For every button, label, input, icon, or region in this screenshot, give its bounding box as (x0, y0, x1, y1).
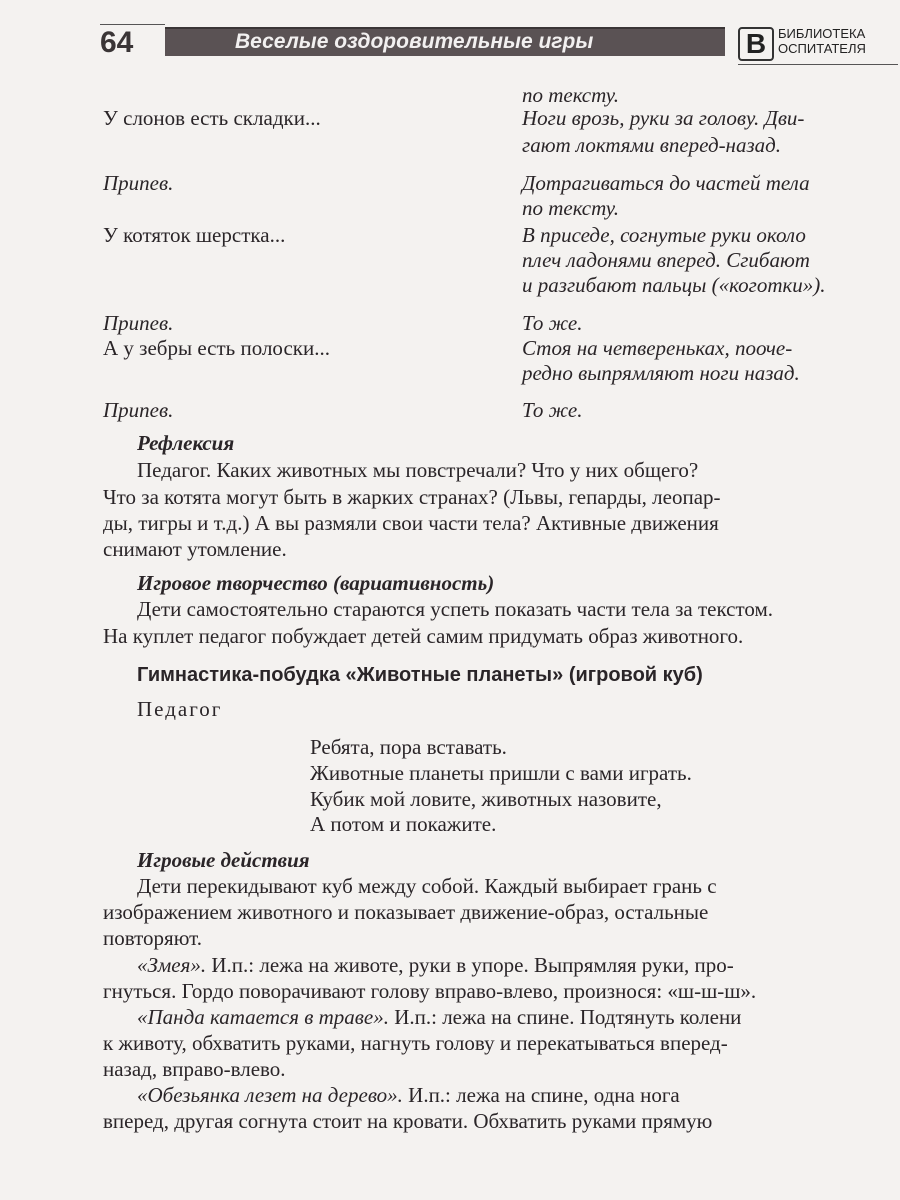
paragraph-line: Дети самостоятельно стараются успеть показать части тела за текстом. (137, 597, 773, 621)
exercise-snake (137, 952, 734, 978)
section-heading-creativity: Игровое творчество (вариативность) (137, 571, 495, 595)
song-refrain: Припев. (103, 171, 174, 195)
exercise-text: И.п.: лежа на спине. Подтянуть колени (388, 1005, 742, 1029)
exercise-name: «Панда катается в траве». (137, 1005, 389, 1029)
song-instruction: по тексту. (522, 196, 619, 220)
paragraph-line: На куплет педагог побуждает детей самим придумать образ животного. (103, 624, 744, 648)
section-heading-actions: Игровые действия (137, 848, 310, 872)
paragraph-line: ды, тигры и т.д.) А вы размяли свои части тела? Активные движения (103, 511, 719, 535)
paragraph-line: назад, вправо-влево. (103, 1057, 286, 1081)
song-instruction: по тексту. (522, 83, 619, 107)
running-header-bar (165, 27, 725, 56)
speaker-label: Педагог (137, 697, 223, 721)
song-instruction: То же. (522, 311, 583, 335)
paragraph-line: Педагог. Каких животных мы повстречали? Что у них общего? (137, 458, 699, 482)
song-instruction: Ноги врозь, руки за голову. Дви- (522, 106, 805, 130)
song-refrain: Припев. (103, 398, 174, 422)
exercise-text: И.п.: лежа на спине, одна нога (402, 1083, 680, 1107)
paragraph-line: снимают утомление. (103, 537, 287, 561)
exercise-text: И.п.: лежа на животе, руки в упоре. Выпрямляя руки, про- (206, 953, 734, 977)
song-instruction: То же. (522, 398, 583, 422)
paragraph-line: повторяют. (103, 926, 202, 950)
song-instruction: плеч ладонями вперед. Сгибают (522, 248, 810, 272)
song-instruction: Стоя на четвереньках, пооче- (522, 336, 793, 360)
song-verse: У слонов есть складки... (103, 106, 321, 130)
song-verse: У котяток шерстка... (103, 223, 286, 247)
exercise-monkey (137, 1082, 680, 1108)
poem-line: Животные планеты пришли с вами играть. (310, 761, 692, 785)
poem-line: А потом и покажите. (310, 812, 497, 836)
exercise-name: «Змея». (137, 953, 207, 977)
song-instruction: Дотрагиваться до частей тела (522, 171, 810, 195)
song-refrain: Припев. (103, 311, 174, 335)
poem-line: Кубик мой ловите, животных назовите, (310, 787, 662, 811)
paragraph-line: Что за котята могут быть в жарких странах? (Львы, гепарды, леопар- (103, 485, 721, 509)
poem-line: Ребята, пора вставать. (310, 735, 507, 759)
logo-line-1: БИБЛИОТЕКА (778, 26, 866, 41)
song-instruction: редно выпрямляют ноги назад. (522, 361, 800, 385)
paragraph-line: к животу, обхватить руками, нагнуть голову и перекатываться вперед- (103, 1031, 728, 1055)
song-instruction: гают локтями вперед-назад. (522, 133, 782, 157)
page-number: 64 (100, 26, 134, 59)
paragraph-line: вперед, другая согнута стоит на кровати. Обхватить руками прямую (103, 1109, 713, 1133)
series-logo-letter: В (738, 27, 774, 61)
paragraph-line: гнуться. Гордо поворачивают голову вправо-влево, произнося: «ш-ш-ш». (103, 979, 757, 1003)
song-verse: А у зебры есть полоски... (103, 336, 330, 360)
header-rule (100, 24, 165, 25)
series-logo-text (778, 26, 866, 56)
paragraph-line: Дети перекидывают куб между собой. Каждый выбирает грань с (137, 874, 717, 898)
section-heading-reflection: Рефлексия (137, 431, 235, 455)
logo-line-2: ОСПИТАТЕЛЯ (778, 41, 866, 56)
song-instruction: и разгибают пальцы («коготки»). (522, 273, 826, 297)
song-instruction: В приседе, согнутые руки около (522, 223, 806, 247)
exercise-name: «Обезьянка лезет на дерево». (137, 1083, 403, 1107)
section-heading-gymnastics: Гимнастика-побудка «Животные планеты» (игровой куб) (137, 664, 703, 686)
exercise-panda (137, 1004, 741, 1030)
paragraph-line: изображением животного и показывает движение-образ, остальные (103, 900, 709, 924)
logo-rule (738, 64, 898, 65)
running-header-title: Веселые оздоровительные игры (235, 30, 594, 53)
